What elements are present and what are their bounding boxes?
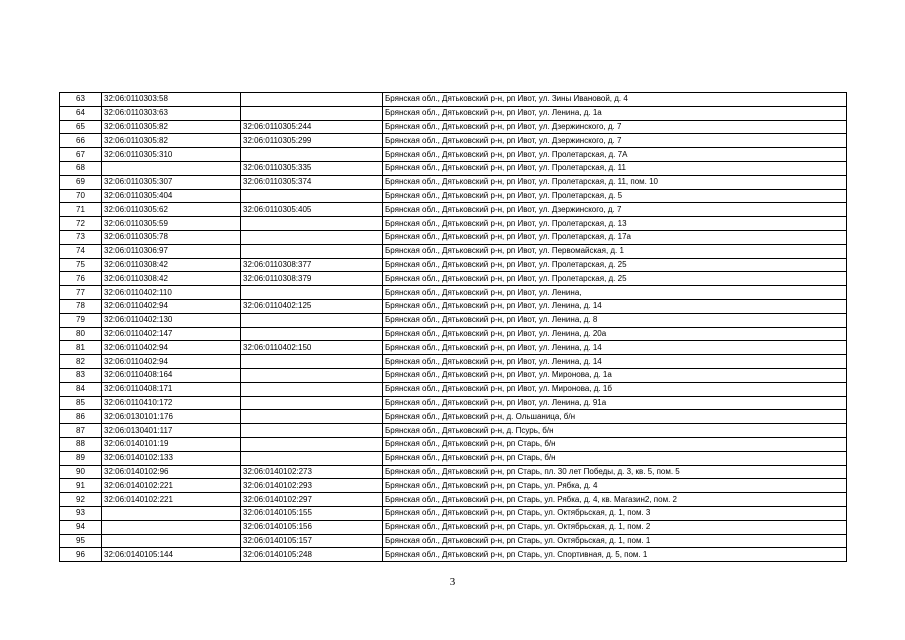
table-row	[60, 230, 847, 244]
address-cell: Брянская обл., Дятьковский р-н, рп Старь, пл. 30 лет Победы, д. 3, кв. 5, пом. 5	[383, 465, 847, 479]
row-number-cell: 91	[60, 479, 102, 493]
address-cell: Брянская обл., Дятьковский р-н, рп Ивот, ул. Пролетарская, д. 7А	[383, 148, 847, 162]
land-cadastral-number-cell: 32:06:0130401:117	[102, 424, 241, 438]
table-row	[60, 189, 847, 203]
table-row	[60, 493, 847, 507]
row-number-cell: 85	[60, 396, 102, 410]
row-number-cell: 96	[60, 548, 102, 562]
row-number-cell: 81	[60, 341, 102, 355]
address-cell: Брянская обл., Дятьковский р-н, д. Ольшаница, б/н	[383, 410, 847, 424]
table-row	[60, 355, 847, 369]
land-cadastral-number-cell	[102, 161, 241, 175]
building-cadastral-number-cell: 32:06:0110305:405	[241, 203, 383, 217]
row-number-cell: 79	[60, 313, 102, 327]
building-cadastral-number-cell	[241, 106, 383, 120]
land-cadastral-number-cell: 32:06:0130101:176	[102, 410, 241, 424]
building-cadastral-number-cell	[241, 437, 383, 451]
row-number-cell: 73	[60, 230, 102, 244]
row-number-cell: 90	[60, 465, 102, 479]
land-cadastral-number-cell: 32:06:0110408:164	[102, 368, 241, 382]
land-cadastral-number-cell	[102, 506, 241, 520]
table-row	[60, 286, 847, 300]
row-number-cell: 78	[60, 299, 102, 313]
table-row	[60, 217, 847, 231]
building-cadastral-number-cell	[241, 368, 383, 382]
land-cadastral-number-cell: 32:06:0110305:62	[102, 203, 241, 217]
building-cadastral-number-cell: 32:06:0110308:379	[241, 272, 383, 286]
address-cell: Брянская обл., Дятьковский р-н, рп Ивот, ул. Первомайская, д. 1	[383, 244, 847, 258]
land-cadastral-number-cell: 32:06:0110308:42	[102, 272, 241, 286]
row-number-cell: 83	[60, 368, 102, 382]
registry-table-body	[60, 93, 847, 562]
building-cadastral-number-cell: 32:06:0110402:150	[241, 341, 383, 355]
table-row	[60, 120, 847, 134]
table-row	[60, 299, 847, 313]
building-cadastral-number-cell	[241, 244, 383, 258]
table-row	[60, 451, 847, 465]
page-number: 3	[449, 576, 456, 588]
address-cell: Брянская обл., Дятьковский р-н, рп Старь, ул. Октябрьская, д. 1, пом. 3	[383, 506, 847, 520]
row-number-cell: 74	[60, 244, 102, 258]
address-cell: Брянская обл., Дятьковский р-н, рп Ивот, ул. Дзержинского, д. 7	[383, 134, 847, 148]
land-cadastral-number-cell	[102, 534, 241, 548]
building-cadastral-number-cell	[241, 313, 383, 327]
building-cadastral-number-cell: 32:06:0140102:297	[241, 493, 383, 507]
building-cadastral-number-cell	[241, 327, 383, 341]
row-number-cell: 70	[60, 189, 102, 203]
address-cell: Брянская обл., Дятьковский р-н, рп Ивот, ул. Ленина, д. 20а	[383, 327, 847, 341]
land-cadastral-number-cell: 32:06:0140105:144	[102, 548, 241, 562]
table-row	[60, 479, 847, 493]
table-row	[60, 106, 847, 120]
row-number-cell: 77	[60, 286, 102, 300]
land-cadastral-number-cell: 32:06:0140101:19	[102, 437, 241, 451]
address-cell: Брянская обл., Дятьковский р-н, рп Ивот, ул. Пролетарская, д. 13	[383, 217, 847, 231]
row-number-cell: 64	[60, 106, 102, 120]
building-cadastral-number-cell	[241, 355, 383, 369]
table-row	[60, 258, 847, 272]
table-row	[60, 534, 847, 548]
building-cadastral-number-cell: 32:06:0140102:273	[241, 465, 383, 479]
land-cadastral-number-cell: 32:06:0110402:130	[102, 313, 241, 327]
row-number-cell: 87	[60, 424, 102, 438]
building-cadastral-number-cell: 32:06:0110402:125	[241, 299, 383, 313]
address-cell: Брянская обл., Дятьковский р-н, рп Ивот, ул. Ленина, д. 14	[383, 341, 847, 355]
address-cell: Брянская обл., Дятьковский р-н, рп Ивот, ул. Дзержинского, д. 7	[383, 203, 847, 217]
land-cadastral-number-cell: 32:06:0110306:97	[102, 244, 241, 258]
land-cadastral-number-cell: 32:06:0110402:147	[102, 327, 241, 341]
table-row	[60, 396, 847, 410]
table-row	[60, 520, 847, 534]
table-row	[60, 134, 847, 148]
building-cadastral-number-cell	[241, 382, 383, 396]
address-cell: Брянская обл., Дятьковский р-н, рп Ивот, ул. Миронова, д. 1а	[383, 368, 847, 382]
table-row	[60, 175, 847, 189]
land-cadastral-number-cell: 32:06:0110305:310	[102, 148, 241, 162]
address-cell: Брянская обл., Дятьковский р-н, рп Старь, ул. Рябка, д. 4	[383, 479, 847, 493]
row-number-cell: 67	[60, 148, 102, 162]
land-cadastral-number-cell: 32:06:0110305:307	[102, 175, 241, 189]
address-cell: Брянская обл., Дятьковский р-н, рп Старь, б/н	[383, 437, 847, 451]
land-cadastral-number-cell: 32:06:0110410:172	[102, 396, 241, 410]
building-cadastral-number-cell	[241, 217, 383, 231]
address-cell: Брянская обл., Дятьковский р-н, рп Старь, ул. Октябрьская, д. 1, пом. 1	[383, 534, 847, 548]
address-cell: Брянская обл., Дятьковский р-н, рп Ивот, ул. Пролетарская, д. 17а	[383, 230, 847, 244]
row-number-cell: 66	[60, 134, 102, 148]
table-row	[60, 548, 847, 562]
land-cadastral-number-cell: 32:06:0140102:133	[102, 451, 241, 465]
row-number-cell: 80	[60, 327, 102, 341]
table-row	[60, 313, 847, 327]
table-row	[60, 341, 847, 355]
address-cell: Брянская обл., Дятьковский р-н, рп Ивот, ул. Ленина, д. 14	[383, 299, 847, 313]
table-row	[60, 93, 847, 107]
building-cadastral-number-cell	[241, 93, 383, 107]
land-cadastral-number-cell: 32:06:0110303:58	[102, 93, 241, 107]
row-number-cell: 88	[60, 437, 102, 451]
row-number-cell: 86	[60, 410, 102, 424]
row-number-cell: 76	[60, 272, 102, 286]
building-cadastral-number-cell: 32:06:0110308:377	[241, 258, 383, 272]
building-cadastral-number-cell: 32:06:0110305:335	[241, 161, 383, 175]
table-row	[60, 424, 847, 438]
land-cadastral-number-cell: 32:06:0110303:63	[102, 106, 241, 120]
address-cell: Брянская обл., Дятьковский р-н, рп Ивот, ул. Пролетарская, д. 11, пом. 10	[383, 175, 847, 189]
building-cadastral-number-cell: 32:06:0110305:244	[241, 120, 383, 134]
land-cadastral-number-cell: 32:06:0110305:404	[102, 189, 241, 203]
address-cell: Брянская обл., Дятьковский р-н, рп Ивот, ул. Ленина, д. 8	[383, 313, 847, 327]
land-cadastral-number-cell: 32:06:0110305:82	[102, 134, 241, 148]
land-cadastral-number-cell: 32:06:0140102:96	[102, 465, 241, 479]
land-cadastral-number-cell: 32:06:0110408:171	[102, 382, 241, 396]
land-cadastral-number-cell: 32:06:0110402:94	[102, 299, 241, 313]
row-number-cell: 75	[60, 258, 102, 272]
address-cell: Брянская обл., Дятьковский р-н, рп Ивот, ул. Миронова, д. 1б	[383, 382, 847, 396]
address-cell: Брянская обл., Дятьковский р-н, рп Старь, б/н	[383, 451, 847, 465]
row-number-cell: 69	[60, 175, 102, 189]
address-cell: Брянская обл., Дятьковский р-н, рп Ивот, ул. Ленина, д. 1а	[383, 106, 847, 120]
table-row	[60, 148, 847, 162]
land-cadastral-number-cell: 32:06:0110402:110	[102, 286, 241, 300]
address-cell: Брянская обл., Дятьковский р-н, рп Ивот, ул. Пролетарская, д. 25	[383, 258, 847, 272]
building-cadastral-number-cell: 32:06:0110305:299	[241, 134, 383, 148]
land-cadastral-number-cell: 32:06:0110305:82	[102, 120, 241, 134]
row-number-cell: 72	[60, 217, 102, 231]
row-number-cell: 95	[60, 534, 102, 548]
building-cadastral-number-cell: 32:06:0140102:293	[241, 479, 383, 493]
address-cell: Брянская обл., Дятьковский р-н, рп Ивот, ул. Ленина,	[383, 286, 847, 300]
property-registry-table	[59, 92, 847, 562]
table-row	[60, 244, 847, 258]
land-cadastral-number-cell	[102, 520, 241, 534]
building-cadastral-number-cell: 32:06:0140105:157	[241, 534, 383, 548]
building-cadastral-number-cell	[241, 410, 383, 424]
row-number-cell: 93	[60, 506, 102, 520]
table-row	[60, 327, 847, 341]
row-number-cell: 92	[60, 493, 102, 507]
row-number-cell: 82	[60, 355, 102, 369]
address-cell: Брянская обл., Дятьковский р-н, рп Ивот, ул. Ленина, д. 91а	[383, 396, 847, 410]
building-cadastral-number-cell	[241, 189, 383, 203]
building-cadastral-number-cell	[241, 230, 383, 244]
address-cell: Брянская обл., Дятьковский р-н, рп Ивот, ул. Пролетарская, д. 11	[383, 161, 847, 175]
land-cadastral-number-cell: 32:06:0110305:78	[102, 230, 241, 244]
building-cadastral-number-cell: 32:06:0140105:155	[241, 506, 383, 520]
land-cadastral-number-cell: 32:06:0140102:221	[102, 493, 241, 507]
row-number-cell: 68	[60, 161, 102, 175]
address-cell: Брянская обл., Дятьковский р-н, рп Старь, ул. Рябка, д. 4, кв. Магазин2, пом. 2	[383, 493, 847, 507]
land-cadastral-number-cell: 32:06:0110402:94	[102, 355, 241, 369]
address-cell: Брянская обл., Дятьковский р-н, рп Старь, ул. Спортивная, д. 5, пом. 1	[383, 548, 847, 562]
table-row	[60, 272, 847, 286]
building-cadastral-number-cell: 32:06:0110305:374	[241, 175, 383, 189]
address-cell: Брянская обл., Дятьковский р-н, рп Ивот, ул. Дзержинского, д. 7	[383, 120, 847, 134]
table-row	[60, 368, 847, 382]
address-cell: Брянская обл., Дятьковский р-н, рп Ивот, ул. Зины Ивановой, д. 4	[383, 93, 847, 107]
row-number-cell: 63	[60, 93, 102, 107]
land-cadastral-number-cell: 32:06:0110305:59	[102, 217, 241, 231]
address-cell: Брянская обл., Дятьковский р-н, рп Ивот, ул. Пролетарская, д. 5	[383, 189, 847, 203]
building-cadastral-number-cell	[241, 148, 383, 162]
land-cadastral-number-cell: 32:06:0110402:94	[102, 341, 241, 355]
table-row	[60, 203, 847, 217]
table-row	[60, 437, 847, 451]
address-cell: Брянская обл., Дятьковский р-н, д. Псурь, б/н	[383, 424, 847, 438]
address-cell: Брянская обл., Дятьковский р-н, рп Ивот, ул. Ленина, д. 14	[383, 355, 847, 369]
building-cadastral-number-cell	[241, 396, 383, 410]
address-cell: Брянская обл., Дятьковский р-н, рп Ивот, ул. Пролетарская, д. 25	[383, 272, 847, 286]
building-cadastral-number-cell	[241, 286, 383, 300]
table-row	[60, 506, 847, 520]
land-cadastral-number-cell: 32:06:0110308:42	[102, 258, 241, 272]
table-row	[60, 382, 847, 396]
land-cadastral-number-cell: 32:06:0140102:221	[102, 479, 241, 493]
row-number-cell: 89	[60, 451, 102, 465]
table-row	[60, 465, 847, 479]
table-row	[60, 161, 847, 175]
address-cell: Брянская обл., Дятьковский р-н, рп Старь, ул. Октябрьская, д. 1, пом. 2	[383, 520, 847, 534]
row-number-cell: 71	[60, 203, 102, 217]
building-cadastral-number-cell: 32:06:0140105:248	[241, 548, 383, 562]
building-cadastral-number-cell	[241, 424, 383, 438]
row-number-cell: 84	[60, 382, 102, 396]
row-number-cell: 94	[60, 520, 102, 534]
building-cadastral-number-cell	[241, 451, 383, 465]
building-cadastral-number-cell: 32:06:0140105:156	[241, 520, 383, 534]
table-row	[60, 410, 847, 424]
row-number-cell: 65	[60, 120, 102, 134]
